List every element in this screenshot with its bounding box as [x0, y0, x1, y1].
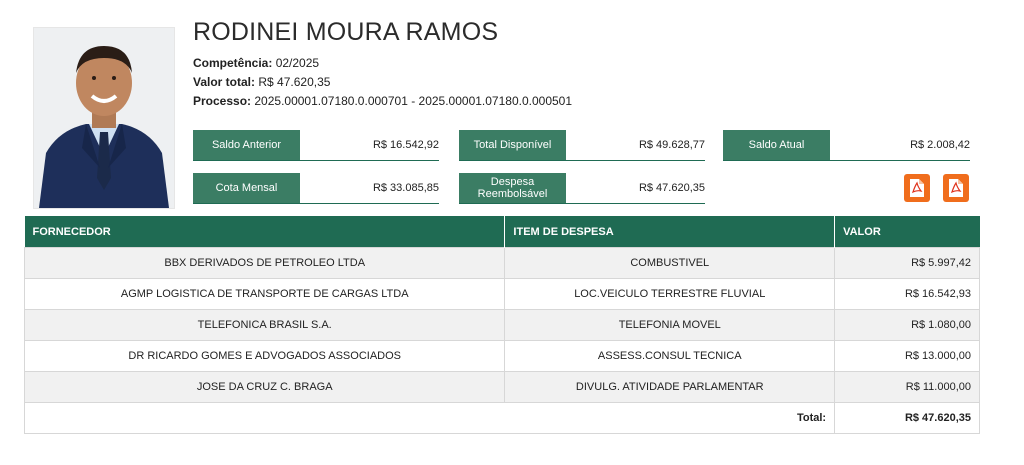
despesa-reembolsavel-box	[459, 173, 705, 204]
competencia-line	[193, 56, 319, 70]
table-header-row	[25, 216, 980, 248]
saldo-anterior-label: Saldo Anterior	[193, 130, 300, 160]
processo-value: 2025.00001.07180.0.000701 - 2025.00001.07180.0.000501	[254, 94, 573, 108]
cota-mensal-label: Cota Mensal	[193, 173, 300, 203]
despesa-label-line2: Reembolsável	[477, 188, 548, 200]
cell-item: ASSESS.CONSUL TECNICA	[505, 341, 835, 372]
cota-mensal-box	[193, 173, 439, 204]
cell-item: LOC.VEICULO TERRESTRE FLUVIAL	[505, 279, 835, 310]
cell-fornecedor: JOSE DA CRUZ C. BRAGA	[25, 372, 505, 403]
cell-fornecedor: BBX DERIVADOS DE PETROLEO LTDA	[25, 248, 505, 279]
processo-label: Processo:	[193, 94, 252, 108]
pdf-icon	[909, 178, 925, 198]
valor-total-line	[193, 75, 330, 89]
saldo-atual-label: Saldo Atual	[723, 130, 830, 160]
cell-item: DIVULG. ATIVIDADE PARLAMENTAR	[505, 372, 835, 403]
total-disponivel-label: Total Disponível	[459, 130, 566, 160]
competencia-value: 02/2025	[275, 56, 320, 70]
cell-item: COMBUSTIVEL	[505, 248, 835, 279]
cell-valor: R$ 5.997,42	[835, 248, 980, 279]
table-row	[25, 310, 980, 341]
cell-item: TELEFONIA MOVEL	[505, 310, 835, 341]
valor-total-value: R$ 47.620,35	[258, 75, 331, 89]
despesa-label-line1: Despesa	[490, 176, 535, 188]
saldo-anterior-value: R$ 16.542,92	[372, 139, 439, 151]
cell-valor: R$ 16.542,93	[835, 279, 980, 310]
profile-photo	[33, 27, 175, 209]
cell-fornecedor: TELEFONICA BRASIL S.A.	[25, 310, 505, 341]
expense-table	[24, 216, 980, 434]
table-row	[25, 372, 980, 403]
processo-line	[193, 94, 572, 108]
table-total-row	[25, 403, 980, 434]
col-header-fornecedor[interactable]: FORNECEDOR	[25, 216, 505, 248]
saldo-atual-box	[723, 130, 970, 161]
table-row	[25, 279, 980, 310]
cell-valor: R$ 1.080,00	[835, 310, 980, 341]
total-disponivel-value: R$ 49.628,77	[638, 139, 705, 151]
despesa-reembolsavel-label	[459, 173, 566, 203]
cell-fornecedor: AGMP LOGISTICA DE TRANSPORTE DE CARGAS LTDA	[25, 279, 505, 310]
cota-mensal-value: R$ 33.085,85	[372, 182, 439, 194]
cell-valor: R$ 13.000,00	[835, 341, 980, 372]
col-header-item[interactable]: ITEM DE DESPESA	[505, 216, 835, 248]
table-row	[25, 248, 980, 279]
table-row	[25, 341, 980, 372]
pdf-icon	[948, 178, 964, 198]
saldo-atual-value: R$ 2.008,42	[910, 139, 970, 151]
cell-valor: R$ 11.000,00	[835, 372, 980, 403]
pdf-download-button-2[interactable]	[943, 174, 969, 202]
page-title: RODINEI MOURA RAMOS	[193, 18, 499, 46]
col-header-valor[interactable]: VALOR	[835, 216, 980, 248]
valor-total-label: Valor total:	[193, 75, 256, 89]
cell-fornecedor: DR RICARDO GOMES E ADVOGADOS ASSOCIADOS	[25, 341, 505, 372]
pdf-download-button-1[interactable]	[904, 174, 930, 202]
despesa-reembolsavel-value: R$ 47.620,35	[638, 182, 705, 194]
total-disponivel-box	[459, 130, 705, 161]
total-label: Total:	[25, 403, 835, 434]
total-value: R$ 47.620,35	[835, 403, 980, 434]
saldo-anterior-box	[193, 130, 439, 161]
competencia-label: Competência:	[193, 56, 273, 70]
